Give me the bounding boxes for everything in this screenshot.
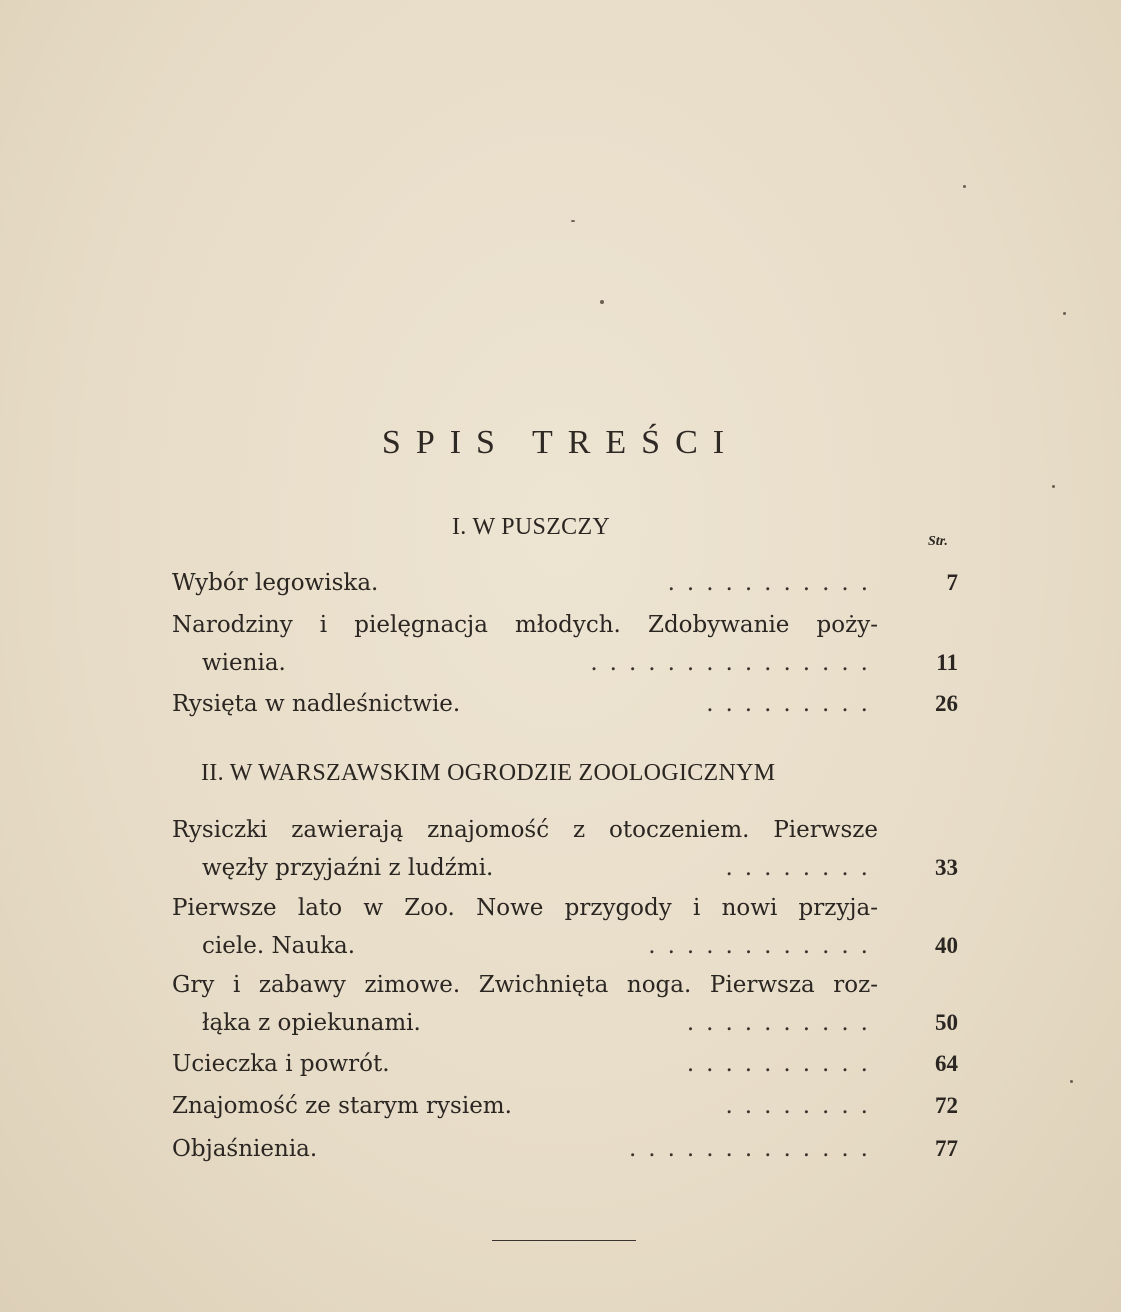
toc-entry-title-continued: wienia. bbox=[202, 650, 286, 676]
toc-entry bbox=[172, 685, 958, 723]
toc-page-number: 26 bbox=[935, 691, 958, 716]
page-title-word-1: SPIS bbox=[381, 424, 510, 461]
dot-leaders: ........... bbox=[667, 570, 880, 596]
dot-leaders: ........ bbox=[725, 855, 880, 881]
toc-entry bbox=[172, 606, 958, 682]
dot-leaders: ............. bbox=[628, 1136, 880, 1162]
toc-entry-title-continued: węzły przyjaźni z ludźmi. bbox=[202, 855, 494, 881]
toc-entry-title: Wybór legowiska. bbox=[172, 570, 379, 596]
toc-entry bbox=[172, 564, 958, 602]
section-heading-1: I. W PUSZCZY bbox=[452, 514, 611, 540]
paper-speck bbox=[571, 220, 575, 222]
toc-entry bbox=[172, 889, 958, 965]
toc-entry-title: Narodziny i pielęgnacja młodych. Zdobywanie poży- bbox=[172, 612, 878, 638]
paper-speck bbox=[1063, 312, 1066, 315]
page-column-label: Str. bbox=[928, 534, 948, 549]
toc-entry bbox=[172, 811, 958, 887]
page-title bbox=[0, 424, 1121, 462]
toc-entry-title: Znajomość ze starym rysiem. bbox=[172, 1093, 512, 1119]
toc-page-number: 72 bbox=[935, 1093, 958, 1118]
dot-leaders: .......... bbox=[686, 1051, 880, 1077]
toc-page-number: 40 bbox=[935, 933, 958, 958]
dot-leaders: ............... bbox=[590, 650, 880, 676]
toc-entry bbox=[172, 966, 958, 1042]
toc-page-number: 33 bbox=[935, 855, 958, 880]
dot-leaders: ........ bbox=[725, 1093, 880, 1119]
toc-entry-title: Rysiczki zawierają znajomość z otoczeniem. Pierwsze bbox=[172, 817, 878, 843]
page-title-word-2: TREŚCI bbox=[531, 424, 740, 461]
toc-entry-title: Rysięta w nadleśnictwie. bbox=[172, 691, 461, 717]
toc-entry bbox=[172, 1087, 958, 1125]
paper-speck bbox=[1070, 1080, 1073, 1083]
toc-page-number: 64 bbox=[935, 1051, 958, 1076]
end-rule bbox=[492, 1240, 636, 1241]
toc-entry bbox=[172, 1045, 958, 1083]
toc-page-number: 50 bbox=[935, 1010, 958, 1035]
toc-entry-title: Ucieczka i powrót. bbox=[172, 1051, 390, 1077]
toc-page-number: 77 bbox=[935, 1136, 958, 1161]
paper-speck bbox=[1052, 485, 1055, 488]
toc-entry-title: Objaśnienia. bbox=[172, 1136, 318, 1162]
toc-page-number: 11 bbox=[936, 650, 958, 675]
dot-leaders: .......... bbox=[686, 1010, 880, 1036]
section-heading-2: II. W WARSZAWSKIM OGRODZIE ZOOLOGICZNYM bbox=[201, 760, 776, 786]
dot-leaders: ............ bbox=[648, 933, 880, 959]
dot-leaders: ......... bbox=[706, 691, 880, 717]
toc-entry-title: Gry i zabawy zimowe. Zwichnięta noga. Pierwsza roz- bbox=[172, 972, 878, 998]
toc-page-number: 7 bbox=[946, 570, 958, 595]
toc-entry-title-continued: łąka z opiekunami. bbox=[202, 1010, 421, 1036]
toc-entry bbox=[172, 1130, 958, 1168]
paper-speck bbox=[963, 185, 966, 188]
toc-entry-title-continued: ciele. Nauka. bbox=[202, 933, 356, 959]
paper-speck bbox=[600, 300, 604, 304]
toc-entry-title: Pierwsze lato w Zoo. Nowe przygody i nowi przyja- bbox=[172, 895, 878, 921]
